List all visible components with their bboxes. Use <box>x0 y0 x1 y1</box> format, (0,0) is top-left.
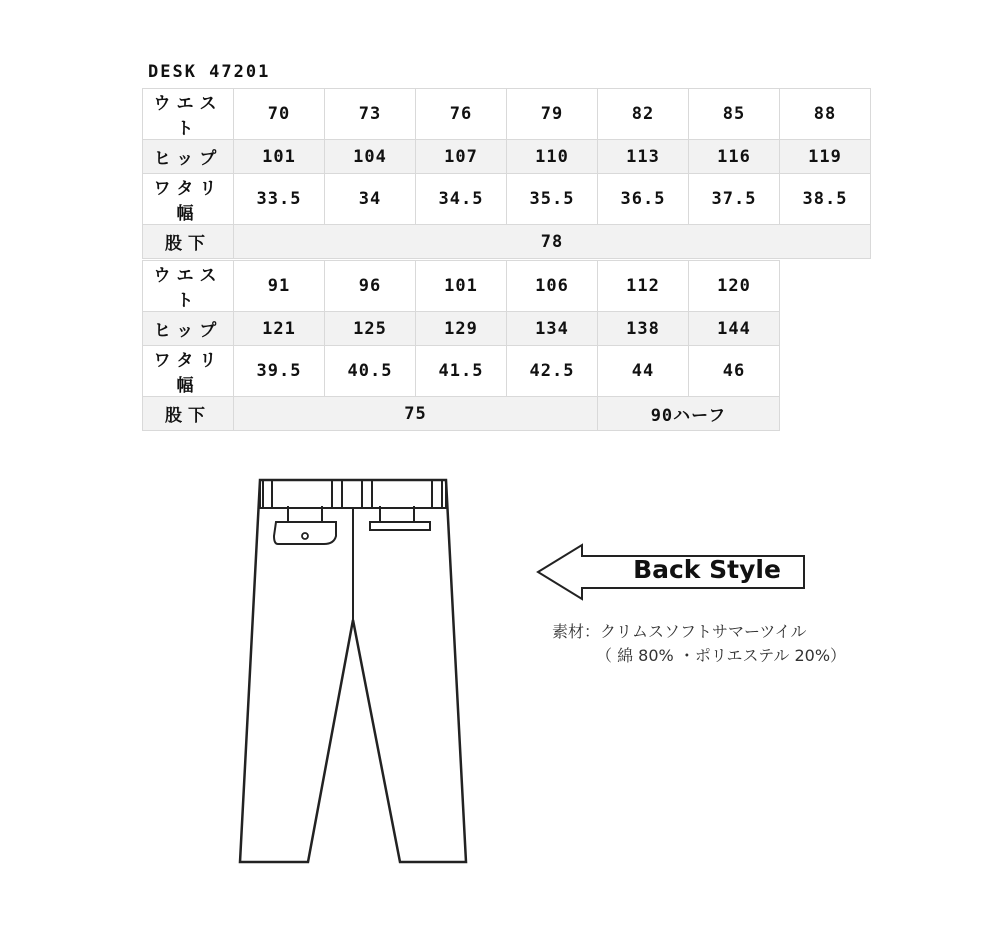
cell: 82 <box>598 89 689 140</box>
cell: 36.5 <box>598 174 689 225</box>
row-label: ウエスト <box>143 89 234 140</box>
pants-back-illustration <box>232 472 472 868</box>
size-table-1 <box>142 88 871 259</box>
row-label: ヒップ <box>143 140 234 174</box>
table-row <box>143 225 871 259</box>
cell: 106 <box>507 261 598 312</box>
cell: 35.5 <box>507 174 598 225</box>
cell: 113 <box>598 140 689 174</box>
material-line-1: 素材：クリムスソフトサマーツイル <box>552 622 807 641</box>
back-style-label: Back Style <box>633 555 781 584</box>
cell: 46 <box>689 346 780 397</box>
cell: 73 <box>325 89 416 140</box>
inseam-cell: 75 <box>234 397 598 431</box>
cell: 34 <box>325 174 416 225</box>
cell: 101 <box>416 261 507 312</box>
inseam-cell: 78 <box>234 225 871 259</box>
row-label: ウエスト <box>143 261 234 312</box>
cell: 70 <box>234 89 325 140</box>
cell: 37.5 <box>689 174 780 225</box>
material-line-2: （ 綿 80% ・ポリエステル 20%） <box>596 646 847 665</box>
cell: 33.5 <box>234 174 325 225</box>
table-row <box>143 261 780 312</box>
table-row <box>143 312 780 346</box>
row-label: ワタリ幅 <box>143 346 234 397</box>
cell: 121 <box>234 312 325 346</box>
row-label: ヒップ <box>143 312 234 346</box>
cell: 41.5 <box>416 346 507 397</box>
table-row <box>143 397 780 431</box>
cell: 101 <box>234 140 325 174</box>
table-row <box>143 89 871 140</box>
cell: 129 <box>416 312 507 346</box>
cell: 104 <box>325 140 416 174</box>
cell: 107 <box>416 140 507 174</box>
cell: 39.5 <box>234 346 325 397</box>
cell: 44 <box>598 346 689 397</box>
cell: 112 <box>598 261 689 312</box>
cell: 34.5 <box>416 174 507 225</box>
table-row <box>143 346 780 397</box>
model-number: DESK 47201 <box>148 62 271 82</box>
cell: 96 <box>325 261 416 312</box>
material-info <box>552 620 846 668</box>
cell: 42.5 <box>507 346 598 397</box>
row-label: 股下 <box>143 225 234 259</box>
cell: 116 <box>689 140 780 174</box>
cell: 88 <box>780 89 871 140</box>
inseam-cell-half: 90ハーフ <box>598 397 780 431</box>
cell: 76 <box>416 89 507 140</box>
row-label: ワタリ幅 <box>143 174 234 225</box>
cell: 119 <box>780 140 871 174</box>
cell: 120 <box>689 261 780 312</box>
cell: 125 <box>325 312 416 346</box>
cell: 110 <box>507 140 598 174</box>
cell: 91 <box>234 261 325 312</box>
size-table-2 <box>142 260 780 431</box>
table-row <box>143 140 871 174</box>
row-label: 股下 <box>143 397 234 431</box>
cell: 79 <box>507 89 598 140</box>
cell: 85 <box>689 89 780 140</box>
table-row <box>143 174 871 225</box>
cell: 138 <box>598 312 689 346</box>
cell: 38.5 <box>780 174 871 225</box>
cell: 134 <box>507 312 598 346</box>
cell: 144 <box>689 312 780 346</box>
cell: 40.5 <box>325 346 416 397</box>
